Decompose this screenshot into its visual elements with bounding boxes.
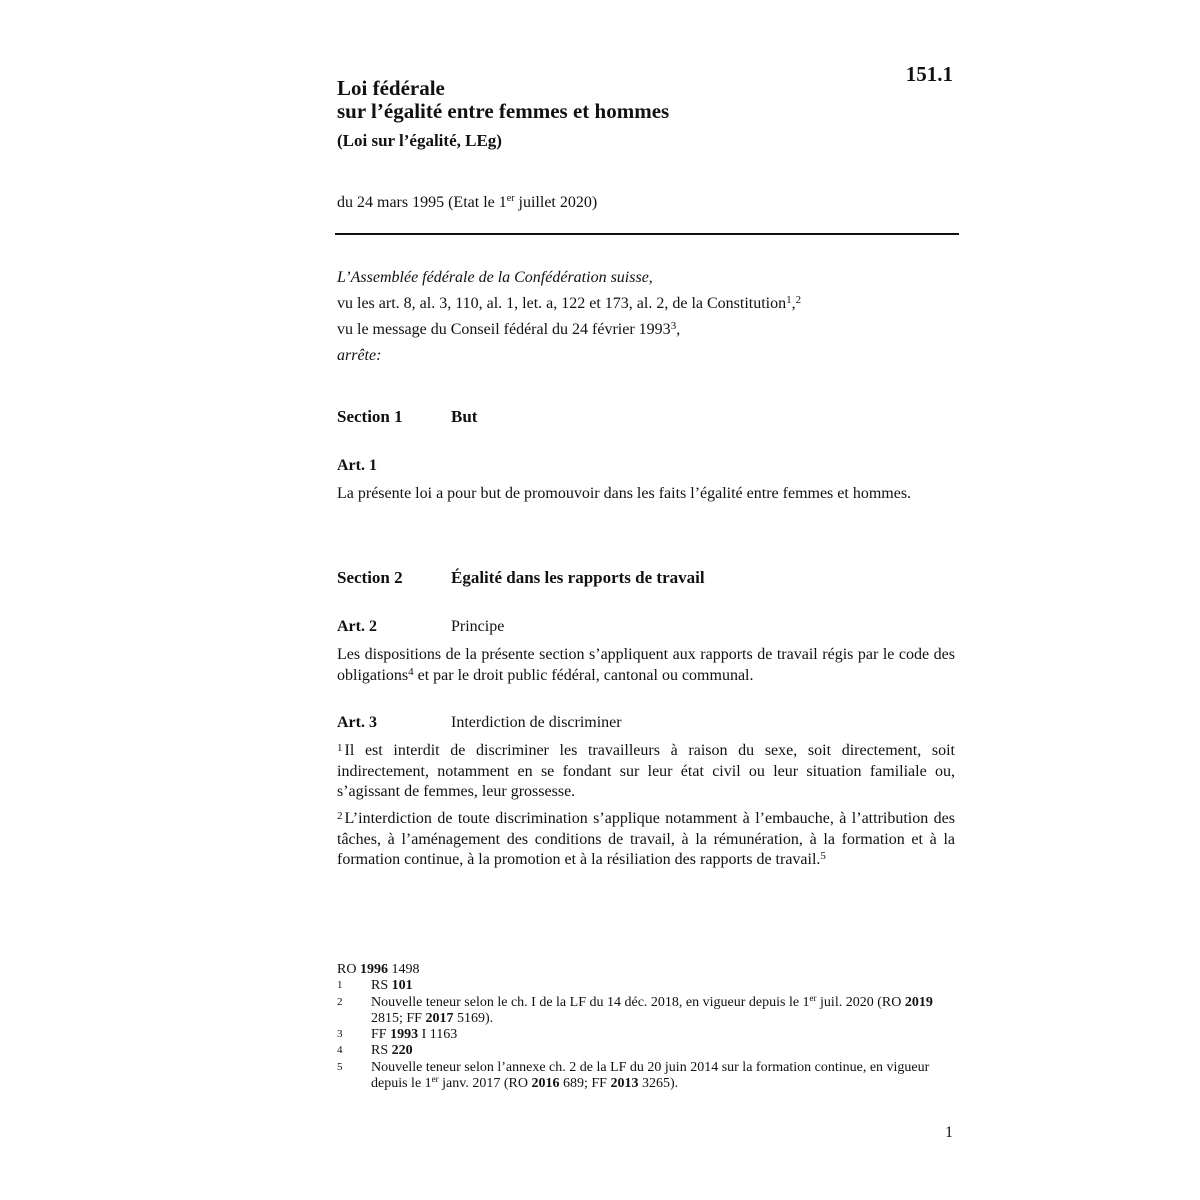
law-title-line2: sur l’égalité entre femmes et hommes bbox=[337, 99, 670, 123]
ro-reference: RO 1996 1498 bbox=[337, 962, 420, 977]
law-short-title: (Loi sur l’égalité, LEg) bbox=[337, 131, 502, 150]
article-1-text: La présente loi a pour but de promouvoir dans les faits l’égalité entre femmes et hommes. bbox=[337, 485, 912, 502]
page-number: 1 bbox=[945, 1124, 953, 1141]
preamble-constitution: vu les art. 8, al. 3, 110, al. 1, let. a, 122 et 173, al. 2, de la Constitution$^1$,$^2$ bbox=[337, 294, 802, 312]
law-date: du 24 mars 1995 (Etat le 1er juillet 2020) bbox=[337, 193, 598, 211]
article-1-heading: Art. 1 bbox=[337, 457, 377, 474]
section-2-heading: Section 2 Égalité dans les rapports de travail bbox=[337, 568, 705, 587]
article-3-paragraph-1: $^1$ Il est interdit de discriminer les travailleurs à raison du sexe, soit directement, soit indirectement, notamment en se fondant sur leur état civil ou leur situation familiale ou, s’agissant de femmes, leur grossesse. bbox=[337, 742, 955, 800]
footnote-ref-5[interactable]: 5 bbox=[820, 850, 826, 862]
preamble-decree: arrête: bbox=[337, 347, 382, 364]
footnote-ref-4[interactable]: 4 bbox=[408, 665, 414, 678]
article-2-text: Les dispositions de la présente section s’appliquent aux rapports de travail régis par le code des obligations$^4$ et par le droit public fédéral, cantonal ou communal. bbox=[337, 646, 955, 684]
footnote-5: 5 Nouvelle teneur selon l’annexe ch. 2 de la LF du 20 juin 2014 sur la formation continue, en vigueur depuis le 1er janv. 2017 (RO 2016 689; FF 2013 3265). bbox=[337, 1059, 930, 1092]
footnote-1: 1 RS 101 bbox=[337, 978, 413, 994]
footnote-3: 3 FF 1993 I 1163 bbox=[337, 1027, 458, 1043]
preamble-assembly: L’Assemblée fédérale de la Confédération suisse, bbox=[337, 269, 653, 286]
document-page bbox=[337, 0, 957, 1200]
law-number: 151.1 bbox=[905, 62, 953, 86]
footnote-ref-3[interactable]: 3 bbox=[670, 320, 677, 332]
footnote-2: 2 Nouvelle teneur selon le ch. I de la LF du 14 déc. 2018, en vigueur depuis le 1er juil. 2020 (RO 2019 2815; FF 2017 5169). bbox=[337, 992, 933, 1026]
header-divider bbox=[335, 233, 959, 235]
footnotes bbox=[337, 962, 957, 1092]
law-title-line1: Loi fédérale bbox=[337, 76, 445, 100]
article-3-heading: Art. 3 Interdiction de discriminer bbox=[337, 714, 622, 731]
footnote-ref-1[interactable]: 1 bbox=[786, 294, 792, 306]
footnote-4: 4 RS 220 bbox=[337, 1043, 413, 1059]
article-2-heading: Art. 2 Principe bbox=[337, 618, 505, 635]
section-1-heading: Section 1 But bbox=[337, 407, 478, 426]
article-3-paragraph-2: $^2$ L’interdiction de toute discrimination s’applique notamment à l’embauche, à l’attribution des tâches, à l’aménagement des conditions de travail, à la rémunération, à la formation et à la formation continue, à la promotion et à la résiliation des rapports de travail.$^5$ bbox=[337, 810, 955, 868]
footnote-ref-2[interactable]: 2 bbox=[795, 294, 802, 306]
preamble-message: vu le message du Conseil fédéral du 24 février 1993$^3$, bbox=[337, 320, 681, 338]
preamble bbox=[337, 265, 957, 369]
